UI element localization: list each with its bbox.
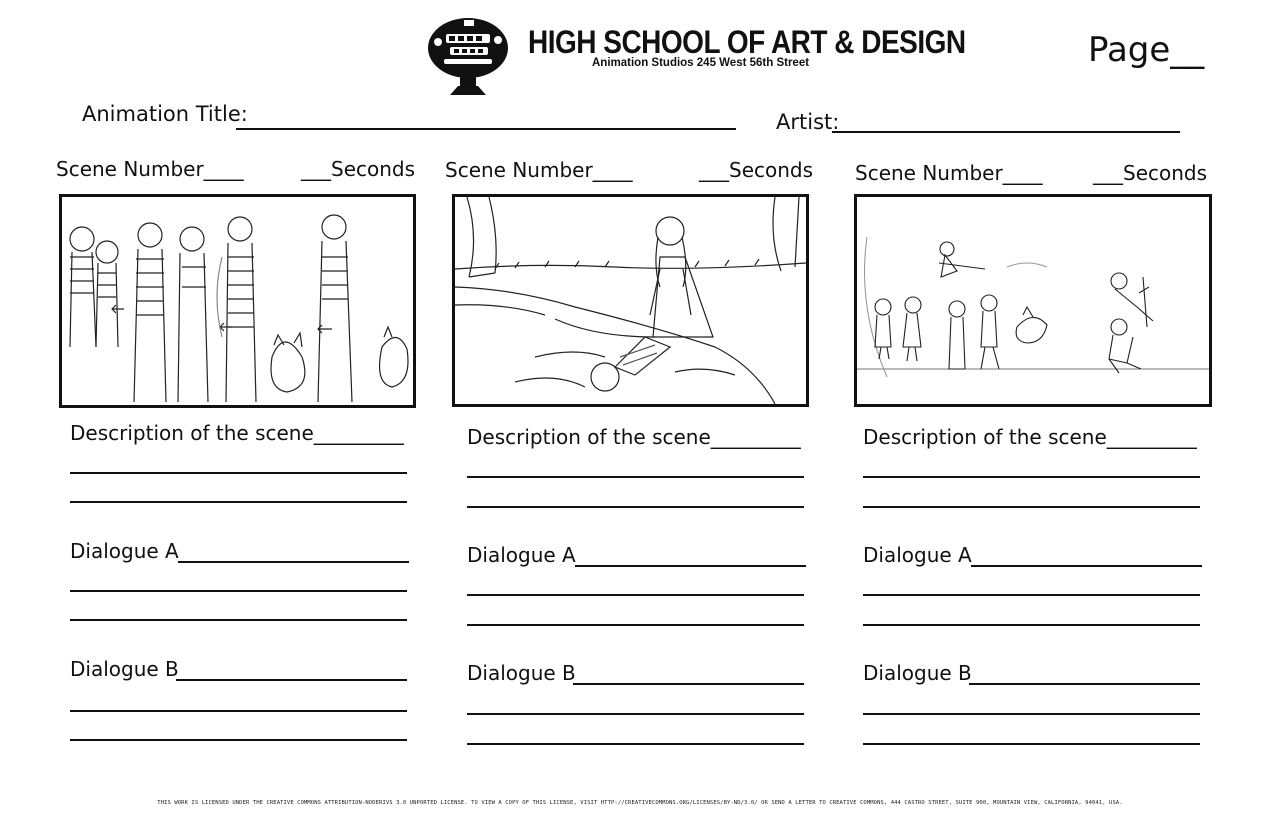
description-line[interactable] bbox=[863, 476, 1200, 478]
dialogue-b-line[interactable] bbox=[70, 710, 407, 712]
description-line[interactable] bbox=[70, 501, 407, 503]
dialogue-a-label: Dialogue A bbox=[70, 539, 179, 563]
dialogue-a-label: Dialogue A bbox=[863, 543, 972, 567]
scene-number-label: Scene Number____ bbox=[56, 157, 244, 181]
dialogue-a-line[interactable] bbox=[863, 594, 1200, 596]
description-line[interactable] bbox=[70, 472, 407, 474]
dialogue-b-line[interactable] bbox=[467, 743, 804, 745]
dialogue-b-line[interactable] bbox=[70, 739, 407, 741]
dialogue-a-field[interactable] bbox=[971, 565, 1202, 567]
description-label: Description of the scene_________ bbox=[467, 425, 801, 449]
seconds-label: ___Seconds bbox=[699, 158, 814, 182]
dialogue-b-line[interactable] bbox=[863, 743, 1200, 745]
school-address: Animation Studios 245 West 56th Street bbox=[592, 57, 810, 69]
dialogue-a-line[interactable] bbox=[70, 590, 407, 592]
scene-number-label: Scene Number____ bbox=[855, 161, 1043, 185]
storyboard-panel-1 bbox=[59, 194, 416, 408]
dialogue-b-line[interactable] bbox=[467, 713, 804, 715]
scene-sketch-icon bbox=[62, 197, 413, 405]
storyboard-panel-3 bbox=[854, 194, 1212, 407]
dialogue-b-label: Dialogue B bbox=[70, 657, 179, 681]
description-line[interactable] bbox=[863, 506, 1200, 508]
artist-field[interactable] bbox=[832, 131, 1180, 133]
license-notice: THIS WORK IS LICENSED UNDER THE CREATIVE COMMONS ATTRIBUTION-NODERIVS 3.0 UNPORTED LICENSE. TO VIEW A COPY OF THIS LICENSE, VISIT HTTP://CREATIVECOMMONS.ORG/LICENSES/BY-ND/3.0/ OR SEND A LETTER TO CREATIVE COMMONS, 444 CASTRO STREET, SUITE 900, MOUNTAIN VIEW, CALIFORNIA, 94041, USA. bbox=[157, 800, 1123, 806]
animation-title-label: Animation Title: bbox=[82, 102, 248, 126]
animation-title-field[interactable] bbox=[236, 128, 736, 130]
dialogue-a-line[interactable] bbox=[863, 624, 1200, 626]
description-line[interactable] bbox=[467, 506, 804, 508]
description-label: Description of the scene_________ bbox=[863, 425, 1197, 449]
dialogue-a-line[interactable] bbox=[70, 619, 407, 621]
school-name: HIGH SCHOOL OF ART & DESIGN bbox=[528, 24, 966, 60]
page-number-label: Page__ bbox=[1088, 30, 1205, 70]
school-logo-icon bbox=[420, 12, 516, 98]
scene-number-label: Scene Number____ bbox=[445, 158, 633, 182]
dialogue-a-field[interactable] bbox=[575, 565, 806, 567]
artist-label: Artist: bbox=[776, 110, 840, 134]
dialogue-a-line[interactable] bbox=[467, 594, 804, 596]
dialogue-b-field[interactable] bbox=[573, 683, 804, 685]
seconds-label: ___Seconds bbox=[301, 157, 416, 181]
dialogue-a-label: Dialogue A bbox=[467, 543, 576, 567]
description-line[interactable] bbox=[467, 476, 804, 478]
dialogue-a-field[interactable] bbox=[178, 561, 409, 563]
scene-sketch-icon bbox=[857, 197, 1209, 404]
dialogue-b-field[interactable] bbox=[176, 679, 407, 681]
seconds-label: ___Seconds bbox=[1093, 161, 1208, 185]
storyboard-panel-2 bbox=[452, 194, 809, 407]
description-label: Description of the scene_________ bbox=[70, 421, 404, 445]
dialogue-b-label: Dialogue B bbox=[863, 661, 972, 685]
dialogue-b-label: Dialogue B bbox=[467, 661, 576, 685]
scene-sketch-icon bbox=[455, 197, 806, 404]
dialogue-b-line[interactable] bbox=[863, 713, 1200, 715]
dialogue-b-field[interactable] bbox=[969, 683, 1200, 685]
dialogue-a-line[interactable] bbox=[467, 624, 804, 626]
